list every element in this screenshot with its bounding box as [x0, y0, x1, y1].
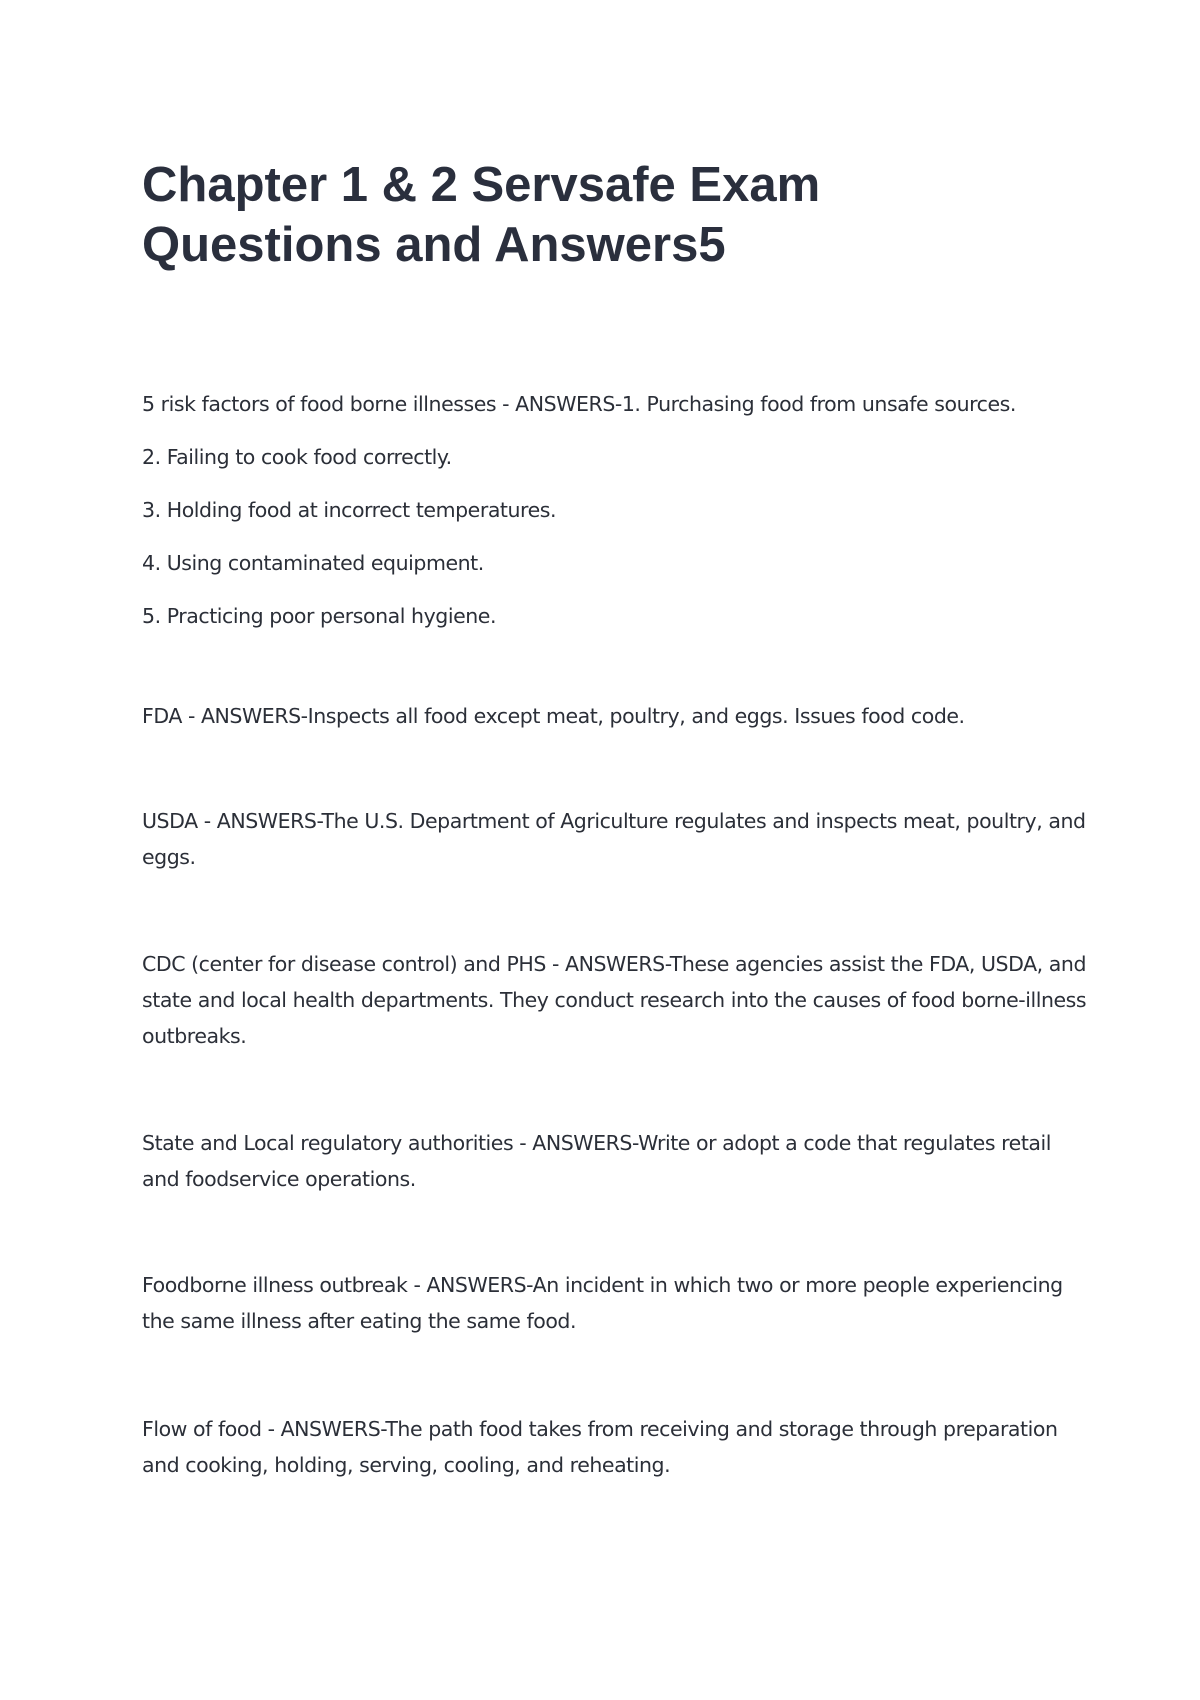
qa-line: and foodservice operations. — [142, 1167, 416, 1191]
qa-line: and cooking, holding, serving, cooling, and reheating. — [142, 1453, 671, 1477]
document-title — [142, 155, 1042, 275]
title-line: Questions and Answers5 — [142, 218, 726, 272]
qa-line: 5. Practicing poor personal hygiene. — [142, 604, 497, 628]
qa-item-outbreak — [142, 1267, 1062, 1339]
qa-line: Flow of food - ANSWERS-The path food takes from receiving and storage through preparation — [142, 1417, 1058, 1441]
qa-line: 3. Holding food at incorrect temperatures. — [142, 498, 557, 522]
qa-line: the same illness after eating the same food. — [142, 1309, 577, 1333]
qa-line: Foodborne illness outbreak - ANSWERS-An incident in which two or more people experiencing — [142, 1273, 1063, 1297]
qa-line: outbreaks. — [142, 1024, 247, 1048]
qa-line: 5 risk factors of food borne illnesses - ANSWERS-1. Purchasing food from unsafe sources. — [142, 392, 1016, 416]
qa-item-flow-of-food — [142, 1411, 1062, 1483]
qa-line: state and local health departments. They conduct research into the causes of food borne-illness — [142, 988, 1087, 1012]
qa-line: State and Local regulatory authorities - ANSWERS-Write or adopt a code that regulates retail — [142, 1131, 1052, 1155]
qa-item-fda — [142, 698, 1062, 734]
qa-item-risk-factors — [142, 378, 1062, 643]
qa-line: CDC (center for disease control) and PHS - ANSWERS-These agencies assist the FDA, USDA, and — [142, 952, 1087, 976]
qa-line: USDA - ANSWERS-The U.S. Department of Agriculture regulates and inspects meat, poultry, and — [142, 809, 1086, 833]
qa-line: eggs. — [142, 845, 196, 869]
title-line: Chapter 1 & 2 Servsafe Exam — [142, 158, 821, 212]
qa-item-state-local — [142, 1125, 1062, 1197]
qa-item-cdc-phs — [142, 946, 1087, 1054]
qa-line: FDA - ANSWERS-Inspects all food except meat, poultry, and eggs. Issues food code. — [142, 704, 965, 728]
qa-item-usda — [142, 803, 1086, 875]
qa-line: 4. Using contaminated equipment. — [142, 551, 484, 575]
qa-line: 2. Failing to cook food correctly. — [142, 445, 452, 469]
